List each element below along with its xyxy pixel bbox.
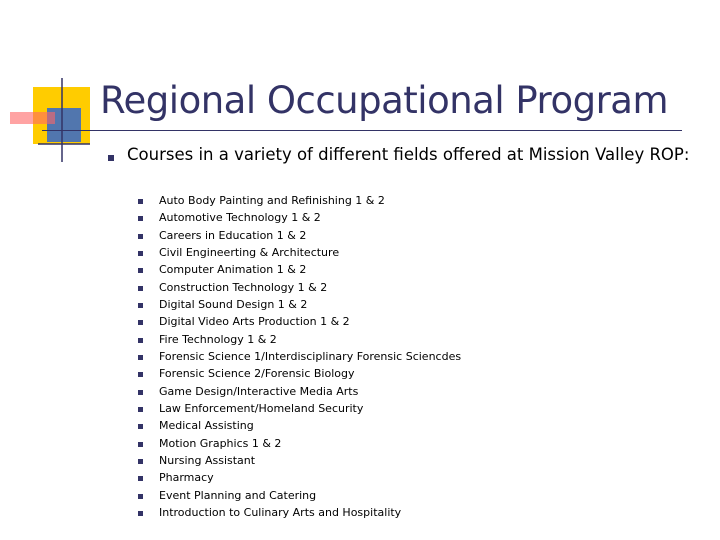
course-name: Law Enforcement/Homeland Security <box>159 401 364 415</box>
bullet-square-icon <box>138 268 143 273</box>
course-name: Civil Engineerting & Architecture <box>159 245 340 259</box>
bullet-square-icon <box>138 320 143 325</box>
bullet-square-icon <box>138 372 143 377</box>
list-item <box>0 436 720 453</box>
course-name: Introduction to Culinary Arts and Hospitality <box>159 505 402 519</box>
bullet-square-icon <box>138 216 143 221</box>
list-item <box>0 470 720 487</box>
course-name: Forensic Science 1/Interdisciplinary Forensic Sciencdes <box>159 349 462 363</box>
bullet-square-icon <box>138 424 143 429</box>
bullet-square-icon <box>138 476 143 481</box>
list-item <box>0 297 720 314</box>
bullet-square-icon <box>138 442 143 447</box>
list-item <box>0 366 720 383</box>
course-name: Fire Technology 1 & 2 <box>159 332 277 346</box>
decorative-corner-graphic <box>0 0 100 170</box>
list-item <box>0 280 720 297</box>
bullet-square-icon <box>138 234 143 239</box>
course-name: Nursing Assistant <box>159 453 256 467</box>
bullet-square-icon <box>138 303 143 308</box>
main-bullet-text: Courses in a variety of different fields offered at Mission Valley ROP: <box>127 145 690 164</box>
course-list <box>0 193 720 522</box>
list-item <box>0 332 720 349</box>
course-name: Forensic Science 2/Forensic Biology <box>159 367 355 381</box>
list-item <box>0 453 720 470</box>
list-item <box>0 401 720 418</box>
bullet-square-icon <box>138 494 143 499</box>
list-item <box>0 262 720 279</box>
list-item <box>0 228 720 245</box>
list-item <box>0 488 720 505</box>
bullet-square-icon <box>108 155 114 161</box>
bullet-square-icon <box>138 355 143 360</box>
list-item <box>0 505 720 522</box>
bullet-square-icon <box>138 407 143 412</box>
course-name: Medical Assisting <box>159 419 254 433</box>
list-item <box>0 245 720 262</box>
bullet-square-icon <box>138 338 143 343</box>
course-name: Pharmacy <box>159 471 214 485</box>
course-name: Construction Technology 1 & 2 <box>159 280 328 294</box>
list-item <box>0 314 720 331</box>
course-name: Auto Body Painting and Refinishing 1 & 2 <box>159 194 385 207</box>
course-name: Digital Video Arts Production 1 & 2 <box>159 315 350 329</box>
bullet-square-icon <box>138 390 143 395</box>
bullet-square-icon <box>138 286 143 291</box>
course-name: Digital Sound Design 1 & 2 <box>159 297 308 311</box>
bullet-square-icon <box>138 511 143 516</box>
list-item <box>0 418 720 435</box>
pink-bar <box>10 112 55 124</box>
title-underline <box>42 130 682 131</box>
course-name: Careers in Education 1 & 2 <box>159 228 307 242</box>
list-item <box>0 193 720 210</box>
list-item <box>0 384 720 401</box>
course-name: Computer Animation 1 & 2 <box>159 263 307 277</box>
course-name: Motion Graphics 1 & 2 <box>159 436 282 450</box>
bullet-square-icon <box>138 459 143 464</box>
course-name: Automotive Technology 1 & 2 <box>159 211 321 225</box>
bullet-square-icon <box>138 251 143 256</box>
list-item <box>0 210 720 227</box>
course-name: Event Planning and Catering <box>159 488 317 502</box>
bullet-square-icon <box>138 199 143 204</box>
list-item <box>0 349 720 366</box>
slide-title: Regional Occupational Program <box>100 79 668 122</box>
course-name: Game Design/Interactive Media Arts <box>159 384 359 398</box>
